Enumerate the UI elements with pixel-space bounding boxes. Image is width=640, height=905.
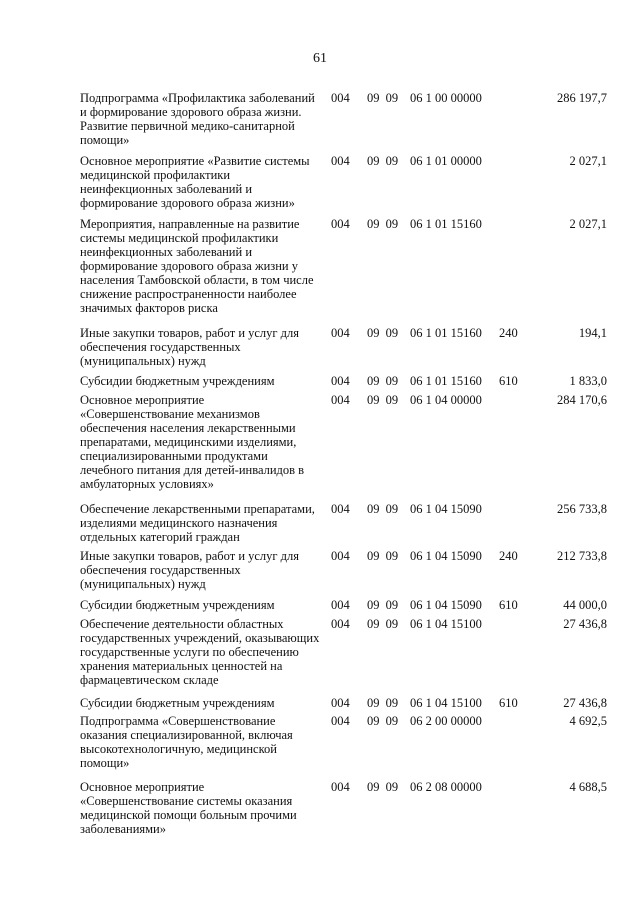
row-sum: 286 197,7 — [557, 91, 607, 105]
row-vr: 610 — [499, 696, 518, 710]
row-csr: 06 2 00 00000 — [410, 714, 482, 728]
row-csr: 06 1 01 00000 — [410, 154, 482, 168]
row-name: Субсидии бюджетным учреждениям — [80, 598, 275, 612]
row-sum: 27 436,8 — [563, 617, 607, 631]
row-ved: 004 — [331, 393, 350, 407]
row-rzpr: 09 09 — [367, 598, 399, 612]
row-rzpr: 09 09 — [367, 393, 399, 407]
row-rzpr: 09 09 — [367, 714, 399, 728]
row-vr: 240 — [499, 549, 518, 563]
row-sum: 212 733,8 — [557, 549, 607, 563]
row-csr: 06 1 04 15090 — [410, 598, 482, 612]
page-number: 61 — [313, 51, 327, 66]
row-name: Иные закупки товаров, работ и услуг для обеспечения государственных (муниципальных) нужд — [80, 549, 300, 591]
row-sum: 27 436,8 — [563, 696, 607, 710]
row-csr: 06 2 08 00000 — [410, 780, 482, 794]
row-csr: 06 1 04 15100 — [410, 617, 482, 631]
row-name: Мероприятия, направленные на развитие системы медицинской профилактики неинфекционных заболеваний и формирование здорового образа жизни у населения Тамбовской области, в том числе снижение распространенности наиболее значимых факторов риска — [80, 217, 314, 315]
row-csr: 06 1 01 15160 — [410, 326, 482, 340]
row-csr: 06 1 04 15090 — [410, 549, 482, 563]
row-ved: 004 — [331, 714, 350, 728]
row-name: Обеспечение деятельности областных государственных учреждений, оказывающих государственные услуги по обеспечению хранения материальных ценностей на фармацевтическом складе — [80, 617, 320, 687]
row-sum: 1 833,0 — [569, 374, 607, 388]
row-ved: 004 — [331, 91, 350, 105]
row-ved: 004 — [331, 598, 350, 612]
row-ved: 004 — [331, 154, 350, 168]
row-rzpr: 09 09 — [367, 217, 399, 231]
row-sum: 2 027,1 — [569, 217, 607, 231]
row-csr: 06 1 01 15160 — [410, 374, 482, 388]
row-rzpr: 09 09 — [367, 780, 399, 794]
row-sum: 4 688,5 — [569, 780, 607, 794]
row-name: Основное мероприятие «Развитие системы медицинской профилактики неинфекционных заболеваний и формирование здорового образа жизни» — [80, 154, 310, 210]
row-rzpr: 09 09 — [367, 154, 399, 168]
row-sum: 194,1 — [578, 326, 607, 340]
row-name: Обеспечение лекарственными препаратами, изделиями медицинского назначения отдельных категорий граждан — [80, 502, 315, 544]
row-ved: 004 — [331, 696, 350, 710]
row-ved: 004 — [331, 549, 350, 563]
row-ved: 004 — [331, 780, 350, 794]
row-sum: 4 692,5 — [569, 714, 607, 728]
row-rzpr: 09 09 — [367, 549, 399, 563]
row-name: Подпрограмма «Совершенствование оказания специализированной, включая высокотехнологичную, медицинской помощи» — [80, 714, 293, 770]
row-vr: 240 — [499, 326, 518, 340]
row-csr: 06 1 04 15090 — [410, 502, 482, 516]
row-vr: 610 — [499, 374, 518, 388]
row-ved: 004 — [331, 326, 350, 340]
row-name: Подпрограмма «Профилактика заболеваний и формирование здорового образа жизни. Развитие первичной медико-санитарной помощи» — [80, 91, 315, 147]
row-csr: 06 1 04 15100 — [410, 696, 482, 710]
row-csr: 06 1 04 00000 — [410, 393, 482, 407]
row-name: Основное мероприятие «Совершенствование системы оказания медицинской помощи больным прочими заболеваниями» — [80, 780, 297, 836]
row-ved: 004 — [331, 374, 350, 388]
row-vr: 610 — [499, 598, 518, 612]
row-rzpr: 09 09 — [367, 374, 399, 388]
row-rzpr: 09 09 — [367, 502, 399, 516]
row-name: Основное мероприятие «Совершенствование механизмов обеспечения населения лекарственными препаратами, медицинскими изделиями, специализированными продуктами лечебного питания для детей-инвалидов в амбулаторных условиях» — [80, 393, 305, 491]
row-sum: 256 733,8 — [557, 502, 607, 516]
row-ved: 004 — [331, 617, 350, 631]
row-rzpr: 09 09 — [367, 696, 399, 710]
row-name: Субсидии бюджетным учреждениям — [80, 696, 275, 710]
row-ved: 004 — [331, 502, 350, 516]
row-name: Иные закупки товаров, работ и услуг для обеспечения государственных (муниципальных) нужд — [80, 326, 300, 368]
row-ved: 004 — [331, 217, 350, 231]
row-sum: 284 170,6 — [557, 393, 607, 407]
row-csr: 06 1 01 15160 — [410, 217, 482, 231]
row-rzpr: 09 09 — [367, 617, 399, 631]
row-csr: 06 1 00 00000 — [410, 91, 482, 105]
row-sum: 44 000,0 — [563, 598, 607, 612]
row-rzpr: 09 09 — [367, 326, 399, 340]
row-rzpr: 09 09 — [367, 91, 399, 105]
row-sum: 2 027,1 — [569, 154, 607, 168]
row-name: Субсидии бюджетным учреждениям — [80, 374, 275, 388]
